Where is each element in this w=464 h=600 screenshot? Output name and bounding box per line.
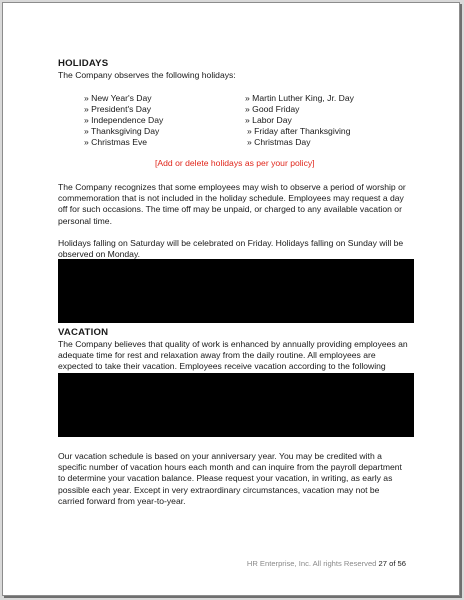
holiday-item: » Good Friday [245, 104, 300, 114]
vacation-heading: VACATION [58, 327, 109, 338]
holiday-item: » Christmas Day [247, 137, 311, 147]
holiday-item: » Thanksgiving Day [84, 126, 160, 136]
holidays-intro: The Company observes the following holidays: [58, 70, 236, 80]
vacation-intro: The Company believes that quality of work is enhanced by annually providing employees an adequate time for rest and relaxation away from the daily routine. All employees are expected to take their vacation. Employees receive vacation according to the following [58, 339, 408, 372]
vacation-paragraph: Our vacation schedule is based on your anniversary year. You may be credited with a specific number of vacation hours each month and can inquire from the payroll department to determine your vacation balance. Please request your vacation, in writing, as early as possible each year. Except in very extraordinary circumstances, vacation may not be carried forward from year-to-year. [58, 451, 402, 506]
holidays-paragraph: The Company recognizes that some employees may wish to observe a period of worship or commemoration that is not included in the holiday schedule. Employees may request a day off for such occasions. The time off may be unpaid, or charged to any available vacation or personal time. [58, 182, 406, 226]
holidays-heading: HOLIDAYS [58, 58, 109, 69]
page-footer [247, 558, 406, 569]
page-number: 27 of 56 [378, 559, 406, 568]
holiday-item: » Labor Day [245, 115, 292, 125]
holiday-item: » New Year's Day [84, 93, 152, 103]
holiday-item: » Martin Luther King, Jr. Day [245, 93, 354, 103]
holiday-item: » Christmas Eve [84, 137, 148, 147]
redacted-block [58, 259, 414, 323]
footer-copyright: HR Enterprise, Inc. All rights Reserved [246, 559, 377, 568]
holiday-item: » Independence Day [84, 115, 164, 125]
document-page [2, 2, 460, 596]
redacted-table [58, 373, 414, 437]
holiday-policy-note: [Add or delete holidays as per your policy] [155, 158, 315, 168]
weekend-holiday-paragraph: Holidays falling on Saturday will be celebrated on Friday. Holidays falling on Sunday will be observed on Monday. [58, 238, 404, 260]
holiday-item: » Friday after Thanksgiving [247, 126, 351, 136]
holiday-item: » President's Day [84, 104, 152, 114]
